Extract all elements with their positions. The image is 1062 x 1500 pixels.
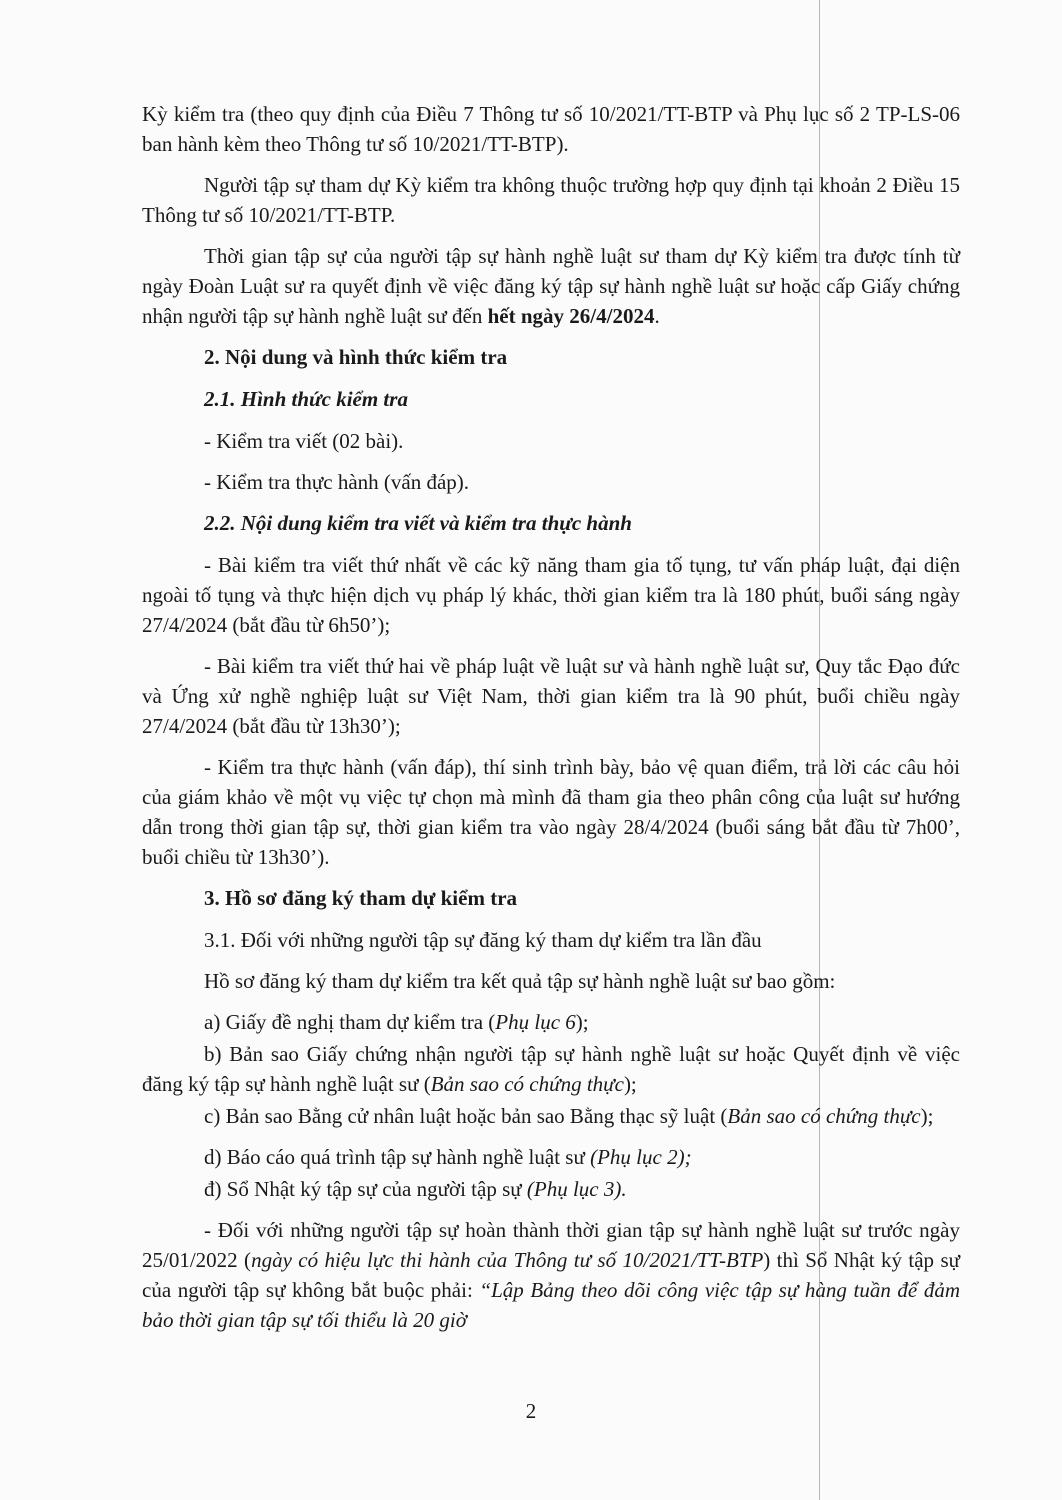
- paragraph-eligibility: Người tập sự tham dự Kỳ kiểm tra không thuộc trường hợp quy định tại khoản 2 Điều 15 Thông tư số 10/2021/TT-BTP.: [142, 173, 960, 227]
- list-item-d: d) Báo cáo quá trình tập sự hành nghề luật sư (Phụ lục 2);: [204, 1145, 692, 1169]
- list-item-oral-test: - Kiểm tra thực hành (vấn đáp).: [204, 470, 470, 494]
- paragraph-section-3-1: 3.1. Đối với những người tập sự đăng ký tham dự kiểm tra lần đầu: [204, 928, 762, 952]
- paragraph-dossier-intro: Hồ sơ đăng ký tham dự kiểm tra kết quả tập sự hành nghề luật sư bao gồm:: [204, 969, 836, 993]
- paragraph-oral-test: - Kiểm tra thực hành (vấn đáp), thí sinh trình bày, bảo vệ quan điểm, trả lời các câu hỏi của giám khảo về một vụ việc tự chọn mà mình đã tham gia theo phân công của luật sư hướng dẫn trong thời gian tập sự, thời gian kiểm tra vào ngày 28/4/2024 (buổi sáng bắt đầu từ 7h00’, buổi chiều từ 13h30’).: [142, 755, 960, 869]
- list-item-dd: đ) Sổ Nhật ký tập sự của người tập sự (Phụ lục 3).: [204, 1177, 627, 1201]
- list-item-written-test: - Kiểm tra viết (02 bài).: [204, 429, 404, 453]
- heading-section-2-1: 2.1. Hình thức kiểm tra: [204, 387, 408, 411]
- paragraph-diary-exception: - Đối với những người tập sự hoàn thành thời gian tập sự hành nghề luật sư trước ngày 25/01/2022 (ngày có hiệu lực thi hành của Thông tư số 10/2021/TT-BTP) thì Sổ Nhật ký tập sự của người tập sự không bắt buộc phải: “Lập Bảng theo dõi công việc tập sự hàng tuần để đảm bảo thời gian tập sự tối thiểu là 20 giờ: [142, 1218, 961, 1332]
- paragraph-apprenticeship-period: Thời gian tập sự của người tập sự hành nghề luật sư tham dự Kỳ kiểm tra được tính từ ngày Đoàn Luật sư ra quyết định về việc đăng ký tập sự hành nghề luật sư hoặc cấp Giấy chứng nhận người tập sự hành nghề luật sư đến hết ngày 26/4/2024.: [142, 244, 960, 328]
- heading-section-3: 3. Hồ sơ đăng ký tham dự kiểm tra: [204, 886, 518, 910]
- paragraph-exam-reference: Kỳ kiểm tra (theo quy định của Điều 7 Thông tư số 10/2021/TT-BTP và Phụ lục số 2 TP-LS-06 ban hành kèm theo Thông tư số 10/2021/TT-BTP).: [142, 102, 960, 156]
- page-number: 2: [525, 1399, 537, 1423]
- heading-section-2: 2. Nội dung và hình thức kiểm tra: [204, 345, 508, 369]
- list-item-a: a) Giấy đề nghị tham dự kiểm tra (Phụ lục 6);: [204, 1010, 589, 1034]
- list-item-b: b) Bản sao Giấy chứng nhận người tập sự hành nghề luật sư hoặc Quyết định về việc đăng ký tập sự hành nghề luật sư (Bản sao có chứng thực);: [142, 1042, 960, 1096]
- paragraph-second-written-test: - Bài kiểm tra viết thứ hai về pháp luật về luật sư và hành nghề luật sư, Quy tắc Đạo đức và Ứng xử nghề nghiệp luật sư Việt Nam, thời gian kiểm tra là 90 phút, buổi chiều ngày 27/4/2024 (bắt đầu từ 13h30’);: [142, 654, 960, 738]
- document-body: [142, 99, 960, 1346]
- paragraph-first-written-test: - Bài kiểm tra viết thứ nhất về các kỹ năng tham gia tố tụng, tư vấn pháp luật, đại diện ngoài tố tụng và thực hiện dịch vụ pháp lý khác, thời gian kiểm tra là 180 phút, buổi sáng ngày 27/4/2024 (bắt đầu từ 6h50’);: [142, 553, 960, 637]
- list-item-c: c) Bản sao Bằng cử nhân luật hoặc bản sao Bằng thạc sỹ luật (Bản sao có chứng thực);: [204, 1104, 934, 1128]
- deadline-date: hết ngày 26/4/2024: [487, 304, 655, 328]
- heading-section-2-2: 2.2. Nội dung kiểm tra viết và kiểm tra thực hành: [204, 511, 632, 535]
